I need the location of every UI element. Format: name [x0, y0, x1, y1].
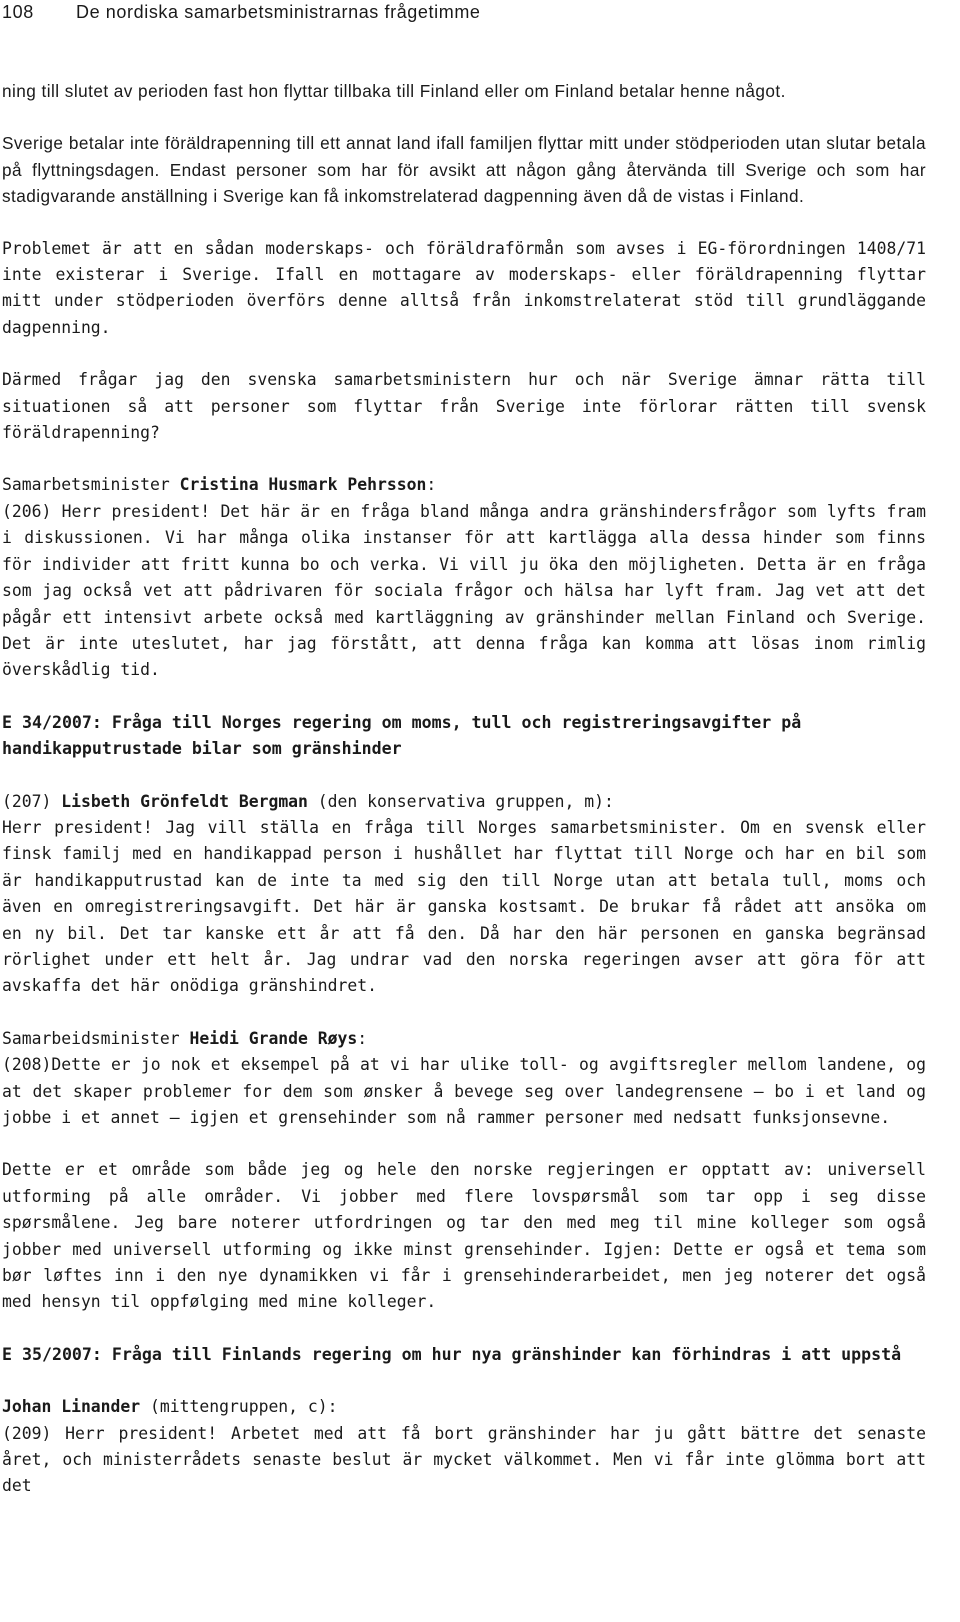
page-number: 108	[2, 2, 34, 22]
speaker-1-role: Samarbetsminister	[2, 475, 180, 495]
speaker-3-name: Heidi Grande Røys	[189, 1028, 358, 1048]
speaker-3-role: Samarbeidsminister	[2, 1028, 190, 1048]
paragraph-2: Sverige betalar inte föräldrapenning till ett annat land ifall familjen flyttar mitt under stödperioden utan slutar betala på flyttningsdagen. Endast personer som har för avsikt att någon gång återvända till Sverige och som har stadigvarande anställning i Sverige kan få inkomstrelaterad dagpenning även då de vistas i Finland.	[2, 133, 926, 207]
question-heading-e34: E 34/2007: Fråga till Norges regering om moms, tull och registreringsavgifter på handikapputrustade bilar som gränshinder	[2, 712, 802, 759]
speaker-2-statement: Herr president! Jag vill ställa en fråga till Norges samarbetsminister. Om en svensk eller finsk familj med en handikappad person i hushållet har flyttat till Norge och har en bil som är handikapputrustad kan de inte ta med sig den till Norge utan att betala tull, moms och även en omregistreringsavgift. Det här är ganska kostsamt. De brukar få rådet att ansöka om en ny bil. Det tar kanske ett år att få den. Då har den här personen en ganska begränsad rörlighet under ett helt år. Jag undrar vad den norska regeringen avser att göra för att avskaffa det här onödiga gränshindret.	[2, 817, 926, 996]
speaker-3-statement: (208)Dette er jo nok et eksempel på at vi har ulike toll- og avgiftsregler mellom landene, og at det skaper problemer for dem som ønsker å bevege seg over landegrensene — bo i et land og jobbe i et annet — igjen et grensehinder som nå rammer personer med nedsatt funksjonsevne.	[2, 1055, 926, 1127]
speaker-2-line	[2, 789, 926, 815]
speaker-2-suffix: (den konservativa gruppen, m):	[307, 791, 614, 811]
speaker-1-line	[2, 472, 926, 498]
speaker-3-statement-2: Dette er et område som både jeg og hele den norske regjeringen er opptatt av: universell utforming på alle områder. Vi jobber med flere lovspørsmål som tar opp i seg disse spørsmålene. Jeg bare noterer utfordringen og tar den med meg til mine kolleger som også jobber med universell utforming og ikke minst grensehinder. Igjen: Dette er også et tema som bør løftes inn i den nye dynamikken vi får i grensehinderarbeidet, men jeg noterer det også med hensyn til oppfølging med mine kolleger.	[2, 1160, 926, 1312]
speaker-3-suffix: :	[357, 1028, 368, 1048]
speaker-1-statement: (206) Herr president! Det här är en fråga bland många andra gränshindersfrågor som lyfts fram i diskussionen. Vi har många olika instanser för att kartlägga alla dessa hinder som finns för individer att fritt kunna bo och verka. Vi vill ju öka den möjligheten. Detta är en fråga som jag också vet att pådrivaren för sociala frågor och hälsa har lyft fram. Jag vet att det pågår ett intensivt arbete också med kartläggning av gränshinder mellan Finland och Sverige. Det är inte uteslutet, har jag förstått, att denna fråga kan komma att lösas inom rimlig överskådlig tid.	[2, 501, 926, 680]
paragraph-4: Därmed frågar jag den svenska samarbetsministern hur och när Sverige ämnar rätta till situationen så att personer som flyttar från Sverige inte förlorar rätten till svensk föräldrapenning?	[2, 370, 926, 443]
speaker-4-suffix: (mittengruppen, c):	[140, 1397, 338, 1417]
question-heading-e35: E 35/2007: Fråga till Finlands regering om hur nya gränshinder kan förhindras i att uppstå	[2, 1344, 902, 1364]
speaker-2-name: Lisbeth Grönfeldt Bergman	[61, 791, 308, 811]
speaker-2-prefix: (207)	[2, 791, 62, 811]
speaker-1-suffix: :	[426, 475, 437, 495]
speaker-4-line	[2, 1394, 926, 1420]
speaker-1-name: Cristina Husmark Pehrsson	[179, 475, 427, 495]
speaker-3-line	[2, 1026, 926, 1052]
paragraph-1: ning till slutet av perioden fast hon flyttar tillbaka till Finland eller om Finland betalar henne något.	[2, 81, 786, 101]
speaker-4-statement: (209) Herr president! Arbetet med att få bort gränshinder har ju gått bättre det senaste året, och ministerrådets senaste beslut är mycket välkommet. Men vi får inte glömma bort att det	[2, 1423, 926, 1496]
paragraph-3: Problemet är att en sådan moderskaps- och föräldraförmån som avses i EG-förordningen 1408/71 inte existerar i Sverige. Ifall en mottagare av moderskaps- eller föräldrapenning flyttar mitt under stödperioden överförs denne alltså från inkomstrelaterat stöd till grundläggande dagpenning.	[2, 238, 926, 337]
page-header	[2, 2, 481, 23]
running-title: De nordiska samarbetsministrarnas frågetimme	[76, 2, 481, 22]
speaker-4-name: Johan Linander	[2, 1397, 141, 1417]
document-body	[2, 78, 926, 1500]
